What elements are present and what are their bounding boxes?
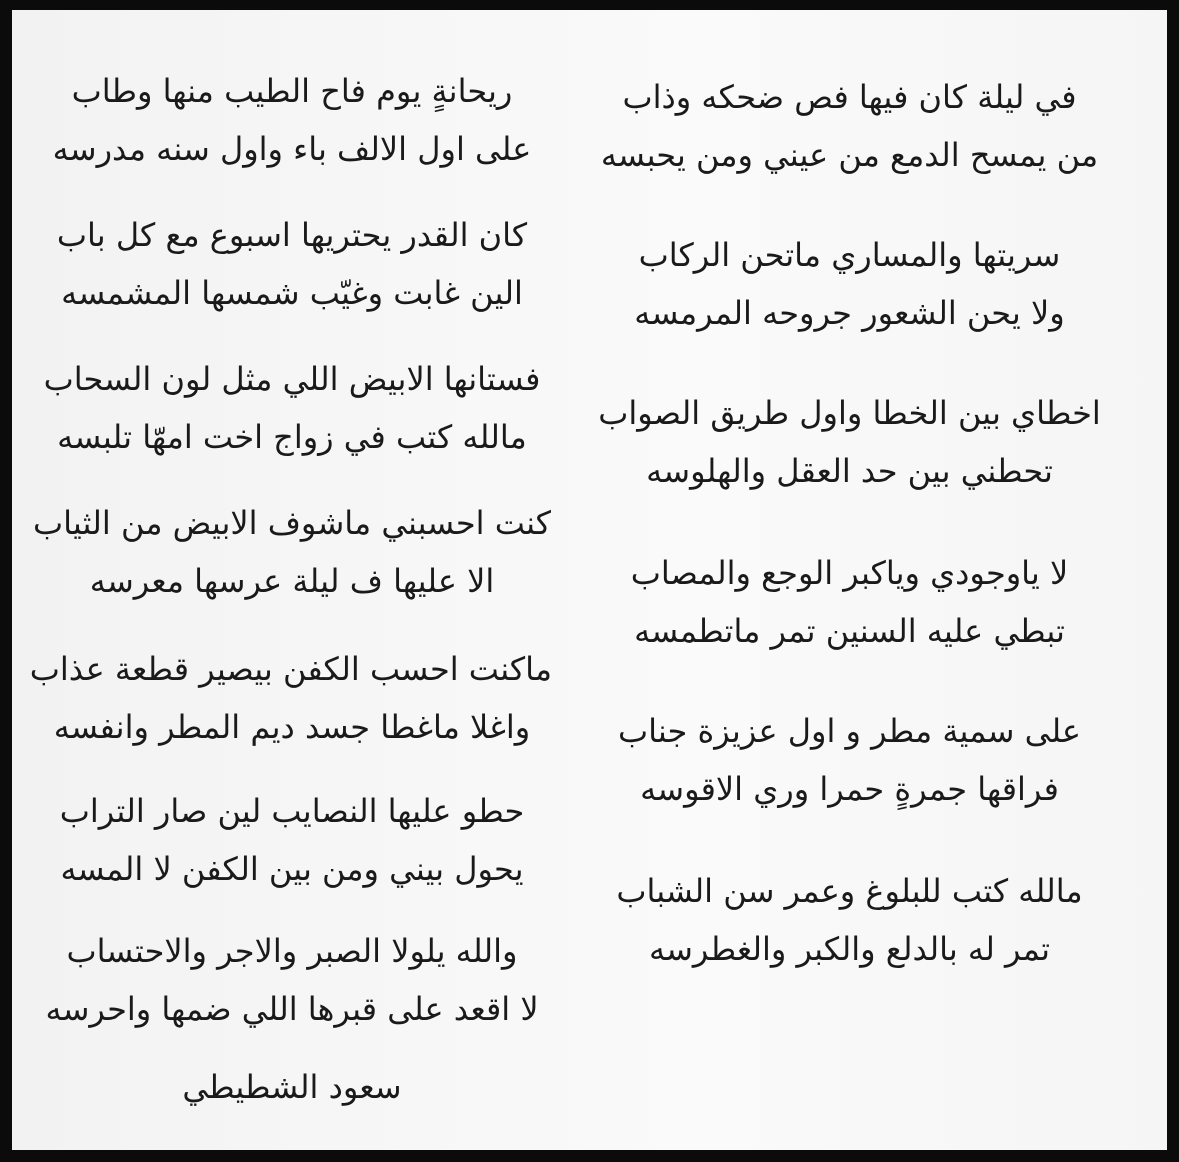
stanza: [32, 494, 552, 610]
verse-line: لا اقعد على قبرها اللي ضمها واحرسه: [45, 990, 539, 1028]
verse-line: مالله كتب في زواج اخت امهّا تلبسه: [57, 418, 527, 456]
verse-line: واغلا ماغطا جسد ديم المطر وانفسه: [53, 708, 531, 746]
verse-line: لا ياوجودي وياكبر الوجع والمصاب: [630, 554, 1069, 592]
right-column: [582, 10, 1117, 1150]
verse-line: الا عليها ف ليلة عرسها معرسه: [89, 562, 495, 600]
verse-line: تبطي عليه السنين تمر ماتطمسه: [634, 612, 1065, 650]
verse-line: ريحانةٍ يوم فاح الطيب منها وطاب: [71, 72, 513, 110]
verse-line: ماكنت احسب الكفن بيصير قطعة عذاب: [29, 650, 552, 688]
verse-line: ولا يحن الشعور جروحه المرمسه: [634, 294, 1065, 332]
left-column: [29, 10, 552, 1150]
stanza: [32, 782, 552, 898]
stanza: [32, 62, 552, 178]
stanza: [582, 544, 1117, 660]
stanza: [582, 226, 1117, 342]
verse-line: تمر له بالدلع والكبر والغطرسه: [648, 930, 1051, 968]
poem-page: [12, 10, 1167, 1150]
verse-line: فستانها الابيض اللي مثل لون السحاب: [43, 360, 541, 398]
verse-line: على سمية مطر و اول عزيزة جناب: [618, 712, 1081, 750]
stanza: [29, 640, 552, 756]
stanza: [582, 68, 1117, 184]
stanza: [582, 862, 1117, 978]
verse-line: فراقها جمرةٍ حمرا وري الاقوسه: [640, 770, 1059, 808]
verse-line: سريتها والمساري ماتحن الركاب: [638, 236, 1061, 274]
stanza: [32, 922, 552, 1038]
verse-line: والله يلولا الصبر والاجر والاحتساب: [66, 932, 518, 970]
stanza: [582, 384, 1117, 500]
stanza: [582, 702, 1117, 818]
verse-line: تحطني بين حد العقل والهلوسه: [646, 452, 1053, 490]
verse-line: من يمسح الدمع من عيني ومن يحبسه: [600, 136, 1099, 174]
verse-line: اخطاي بين الخطا واول طريق الصواب: [598, 394, 1101, 432]
verse-line: على اول الالف باء واول سنه مدرسه: [52, 130, 532, 168]
verse-line: في ليلة كان فيها فص ضحكه وذاب: [622, 78, 1077, 116]
verse-line: كنت احسبني ماشوف الابيض من الثياب: [32, 504, 551, 542]
stanza: [32, 350, 552, 466]
poet-signature: سعود الشطيطي: [182, 1068, 402, 1106]
stanza: [32, 206, 552, 322]
verse-line: يحول بيني ومن بين الكفن لا المسه: [60, 850, 524, 888]
verse-line: حطو عليها النصايب لين صار التراب: [59, 792, 525, 830]
verse-line: الين غابت وغيّب شمسها المشمسه: [61, 274, 523, 312]
verse-line: كان القدر يحتريها اسبوع مع كل باب: [56, 216, 528, 254]
verse-line: مالله كتب للبلوغ وعمر سن الشباب: [616, 872, 1083, 910]
